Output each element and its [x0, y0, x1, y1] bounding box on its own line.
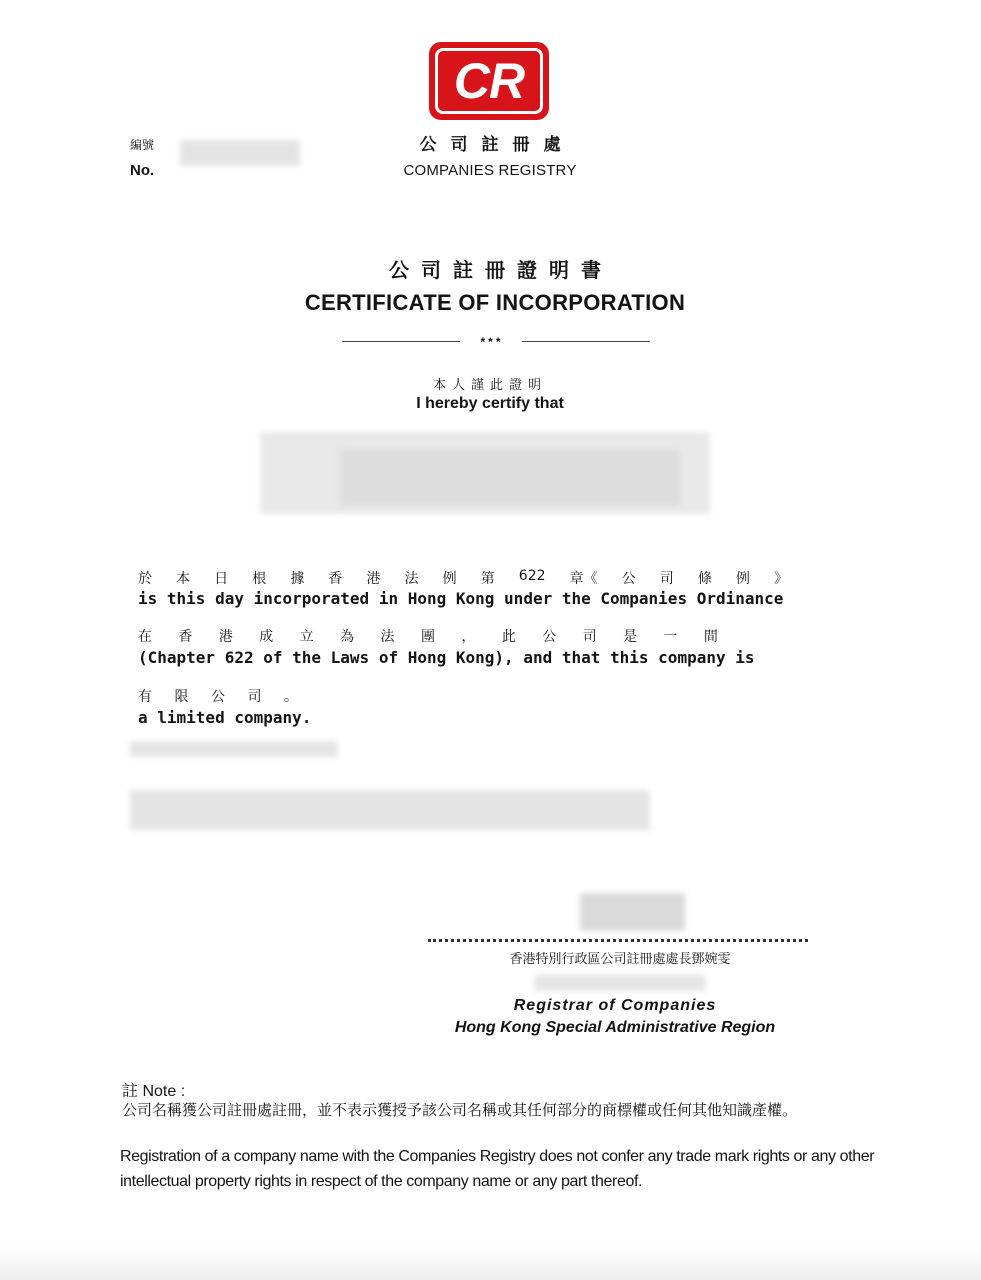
number-label-zh: 編號: [130, 138, 155, 152]
char: 章《: [569, 571, 598, 587]
page-bottom-shadow: [0, 1245, 981, 1280]
char: 司: [582, 629, 597, 645]
registrar-title-en: Registrar of Companies: [513, 997, 717, 1014]
char: 例: [442, 571, 457, 587]
body-line3-en: a limited company.: [138, 708, 312, 727]
char: 港: [366, 571, 381, 587]
char: 於: [138, 571, 152, 587]
redacted-company-name-inner: [340, 450, 680, 506]
title-rule-right: [522, 341, 650, 342]
char: 例: [735, 571, 750, 587]
char: 。: [284, 689, 298, 705]
char: 司: [659, 571, 674, 587]
char: 條: [697, 571, 712, 587]
body-line1-en: is this day incorporated in Hong Kong under the Companies Ordinance: [138, 589, 784, 608]
char: 一: [663, 629, 678, 645]
char: 有: [138, 689, 152, 705]
registry-name-zh: 公司註冊處: [419, 135, 575, 155]
char: 香: [328, 571, 343, 587]
body-line1-zh: [138, 568, 788, 588]
char: 間: [703, 629, 718, 645]
note-text-en: Registration of a company name with the Companies Registry does not confer any trade mark rights or any other intellectual property rights in respect of the company name or any part thereof.: [120, 1148, 875, 1190]
note-label: 註 Note :: [122, 1083, 186, 1100]
certificate-title-zh: 公司註冊證明書: [389, 258, 613, 282]
number-label-en: No.: [130, 162, 155, 179]
body-line2-zh: [138, 626, 718, 646]
registry-name-en: COMPANIES REGISTRY: [403, 162, 577, 179]
redacted-signature: [580, 893, 685, 931]
char: 港: [218, 629, 233, 645]
char: 根: [252, 571, 267, 587]
char: 立: [299, 629, 314, 645]
char: 此: [501, 629, 516, 645]
char: 是: [623, 629, 638, 645]
redacted-number: [180, 140, 300, 166]
char: 第: [480, 571, 495, 587]
char: 公: [211, 689, 225, 705]
registrar-region-en: Hong Kong Special Administrative Region: [454, 1019, 776, 1036]
redacted-date-zh: [130, 741, 338, 757]
note-text-zh: 公司名稱獲公司註冊處註冊，並不表示獲授予該公司名稱或其任何部分的商標權或任何其他知識產權。: [122, 1101, 798, 1119]
body-line3-zh: [138, 686, 298, 706]
title-rule-left: [342, 341, 460, 342]
char: 622: [518, 568, 546, 584]
char: 限: [174, 689, 189, 705]
signature-line: [428, 939, 808, 942]
redacted-registrar-name: [535, 975, 705, 991]
redacted-date-en: [130, 790, 650, 830]
char: 據: [290, 571, 305, 587]
logo-frame: [435, 48, 543, 114]
char: 》: [773, 571, 788, 587]
companies-registry-logo: [429, 42, 549, 120]
char: 成: [259, 629, 274, 645]
logo-text: CR: [453, 53, 525, 109]
certify-text-en: I hereby certify that: [416, 395, 564, 412]
char: 司: [247, 689, 262, 705]
char: 法: [404, 571, 419, 587]
body-line2-en: (Chapter 622 of the Laws of Hong Kong), and that this company is: [138, 648, 755, 667]
char: 為: [340, 629, 355, 645]
char: 本: [176, 571, 191, 587]
char: 在: [138, 629, 152, 645]
char: 團: [420, 629, 435, 645]
registrar-title-zh: 香港特別行政區公司註冊處處長鄧婉雯: [509, 952, 731, 967]
char: 香: [178, 629, 193, 645]
title-ornament: ***: [480, 335, 504, 349]
char: ，: [461, 629, 476, 645]
char: 公: [621, 571, 636, 587]
certificate-title-en: CERTIFICATE OF INCORPORATION: [304, 290, 686, 315]
char: 公: [542, 629, 557, 645]
char: 日: [214, 571, 229, 587]
char: 法: [380, 629, 395, 645]
certify-text-zh: 本人謹此證明: [432, 378, 547, 393]
